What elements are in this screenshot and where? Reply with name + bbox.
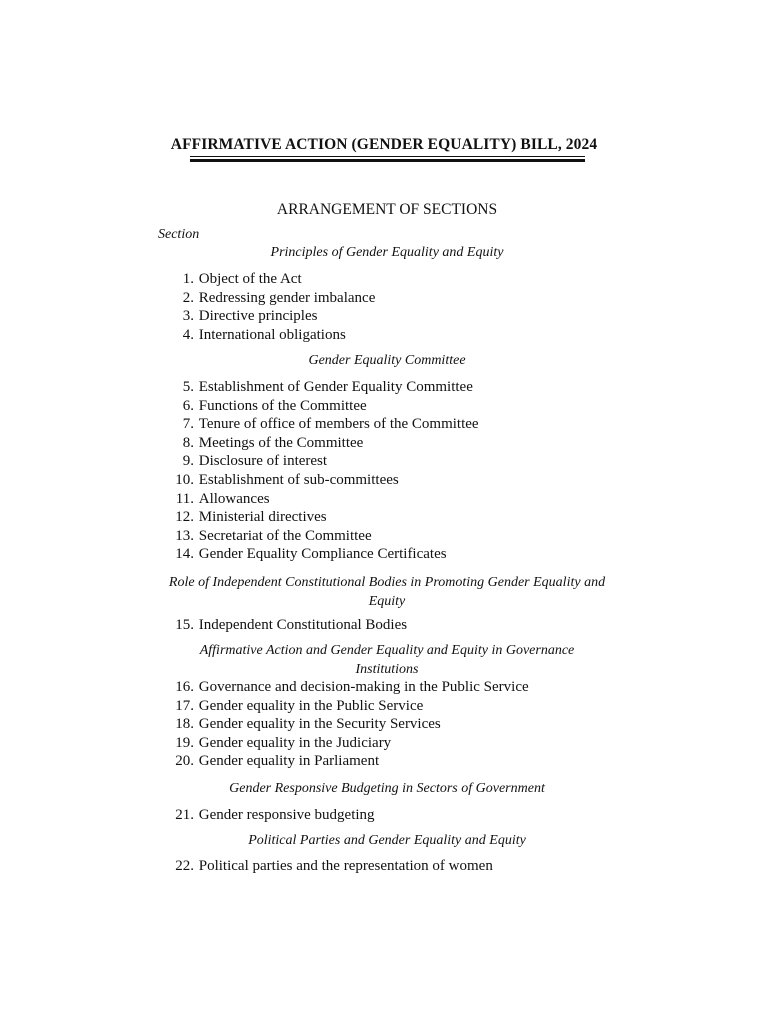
- section-title: Meetings of the Committee: [198, 434, 364, 451]
- section-number: 17.: [175, 697, 194, 714]
- toc-item: [158, 397, 367, 415]
- toc-item: [158, 289, 375, 307]
- toc-item: [158, 508, 327, 526]
- part-heading-line: Institutions: [355, 662, 419, 677]
- section-title: Disclosure of interest: [198, 453, 328, 470]
- section-title: Gender equality in the Security Services: [198, 716, 441, 733]
- section-title: Establishment of sub-committees: [198, 472, 399, 488]
- section-title: Independent Constitutional Bodies: [198, 617, 408, 633]
- section-number: 20.: [175, 753, 194, 770]
- toc-item: [158, 270, 302, 288]
- section-number: 3.: [182, 308, 194, 324]
- toc-item: [158, 857, 493, 875]
- section-number: 11.: [175, 490, 194, 507]
- section-number: 12.: [175, 509, 194, 526]
- part-heading-committee: Gender Equality Committee: [308, 353, 466, 368]
- toc-item: [158, 545, 447, 563]
- toc-item: [158, 307, 317, 325]
- section-number: 6.: [182, 397, 194, 414]
- title-rule-thin: [190, 156, 585, 157]
- section-title: Functions of the Committee: [198, 397, 367, 414]
- section-number: 5.: [182, 379, 194, 395]
- section-title: International obligations: [198, 326, 346, 343]
- section-number: 8.: [182, 434, 194, 451]
- toc-item: [158, 734, 391, 752]
- toc-item: [158, 806, 375, 824]
- section-number: 7.: [182, 416, 194, 433]
- section-number: 1.: [182, 271, 194, 287]
- part-heading-budgeting: Gender Responsive Budgeting in Sectors of Government: [229, 781, 545, 796]
- toc-item: [158, 452, 327, 470]
- section-column-label: Section: [158, 227, 200, 242]
- section-title: Directive principles: [198, 308, 318, 324]
- toc-item: [158, 434, 363, 452]
- section-title: Gender equality in the Judiciary: [198, 734, 392, 751]
- arrangement-heading: ARRANGEMENT OF SECTIONS: [276, 201, 498, 218]
- section-title: Tenure of office of members of the Committee: [198, 416, 479, 433]
- section-title: Establishment of Gender Equality Committee: [198, 379, 473, 395]
- part-heading-line: Affirmative Action and Gender Equality and Equity in Governance: [199, 643, 575, 658]
- section-number: 19.: [175, 734, 194, 751]
- part-heading-constitutional-bodies: [150, 573, 624, 611]
- part-heading-line: Role of Independent Constitutional Bodies in Promoting Gender Equality and: [168, 575, 606, 590]
- section-title: Secretariat of the Committee: [198, 527, 372, 544]
- section-number: 21.: [175, 807, 194, 823]
- section-title: Gender equality in the Public Service: [198, 697, 424, 714]
- toc-item: [158, 378, 473, 396]
- toc-item: [158, 697, 423, 715]
- section-title: Gender Equality Compliance Certificates: [198, 546, 447, 563]
- toc-item: [158, 326, 346, 344]
- section-number: 4.: [182, 326, 194, 343]
- toc-item: [158, 715, 441, 733]
- section-title: Political parties and the representation of women: [198, 858, 493, 874]
- section-title: Gender responsive budgeting: [198, 807, 375, 823]
- section-number: 22.: [175, 858, 194, 874]
- toc-item: [158, 616, 407, 634]
- part-heading-principles: Principles of Gender Equality and Equity: [270, 245, 504, 260]
- toc-item: [158, 490, 270, 508]
- section-number: 14.: [175, 546, 194, 563]
- toc-item: [158, 678, 529, 696]
- section-number: 10.: [175, 472, 194, 488]
- section-title: Ministerial directives: [198, 509, 327, 526]
- section-number: 13.: [175, 527, 194, 544]
- part-heading-political-parties: Political Parties and Gender Equality and Equity: [248, 833, 526, 848]
- bill-title: AFFIRMATIVE ACTION (GENDER EQUALITY) BILL, 2024: [170, 136, 598, 153]
- section-number: 18.: [175, 716, 194, 733]
- section-title: Redressing gender imbalance: [198, 289, 376, 306]
- section-number: 16.: [175, 679, 194, 695]
- section-title: Object of the Act: [198, 271, 302, 287]
- section-number: 15.: [175, 617, 194, 633]
- section-title: Allowances: [198, 490, 270, 507]
- toc-item: [158, 752, 379, 770]
- toc-item: [158, 471, 399, 489]
- section-number: 9.: [182, 453, 194, 470]
- section-number: 2.: [182, 289, 194, 306]
- title-rule-thick: [190, 159, 585, 162]
- title-double-rule: [190, 156, 585, 163]
- toc-item: [158, 527, 372, 545]
- section-title: Governance and decision-making in the Public Service: [198, 679, 529, 695]
- part-heading-line: Equity: [368, 594, 406, 609]
- toc-item: [158, 415, 479, 433]
- part-heading-governance: [150, 641, 624, 679]
- section-title: Gender equality in Parliament: [198, 753, 380, 770]
